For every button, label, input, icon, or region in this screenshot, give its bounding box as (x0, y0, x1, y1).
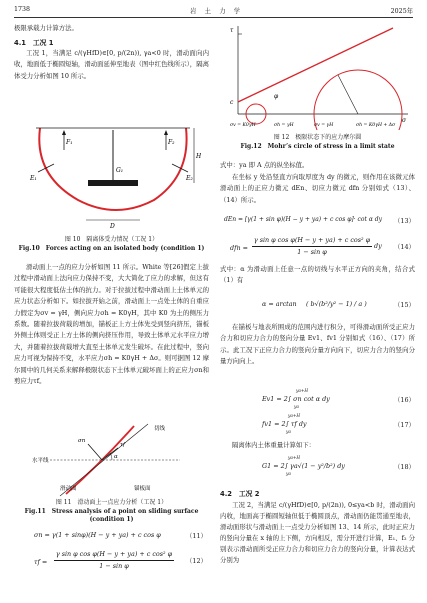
year: 2025年 (390, 8, 413, 15)
equation-14-lhs: dfn = (230, 244, 248, 252)
equation-17-number: （17） (394, 421, 415, 429)
label-h: H (196, 153, 201, 160)
equation-13: dEn = [γ(1 + sin φ)(H − y + ya) + c cos φ]· cot α dy (224, 216, 383, 223)
label-f1: F₁ (66, 139, 73, 146)
equation-15-number: （15） (394, 301, 415, 309)
journal-name: 岩 土 力 学 (190, 8, 242, 15)
equation-15-body: ( b√(b²/y² − 1) / a ) (306, 300, 367, 308)
figure-12-mohr-circle (228, 22, 412, 130)
force-f1-head (62, 130, 66, 135)
label-left-sigma-v: σv = K0γH (230, 123, 256, 128)
paragraph-condition-1: 工况 1，当满足 c/(γHfD)∈[0, p/(2n)), γa<0 时，滑动面向内收，地面低于椭圆短轴，滑动面延伸至地表（图中红色线所示），隔离体受力分析如图 10 所示。 (14, 49, 209, 80)
equation-18-number: （18） (394, 463, 415, 471)
paragraph-stress-analysis: 滑动面上一点的应力分析如图 11 所示。White 等[26]假定上拔过程中滑动面上法向应力保持不变，大大简化了应力的求解，但这有可能很大程度低估土体的抗力。对于拉拔过程中滑动面上土体单元的应力状态分析如下。如拉拔开始之前，滑动面上一点处土体的自重应力假定为σv = γH，侧向应力σh = K0γH，其中 K0 为土的侧压力系数。随着拉拔荷载的增加，锚板正上方土体先受到竖向挤压，锚板外侧土体则受正上方土体的侧向挤压作用，导致土体单元水平应力增大，并随着拉拔荷载增大直至土体单元发生破坏。在此过程中，竖向应力可视为保持不变，水平应力σh = K0γH + Δσ。则可据图 12 摩尔圆中的几何关系来解释极限状态下土体单元破坏面上的正应力σn和剪应力τf。 (14, 263, 209, 386)
label-right-sigma-h: σh = K0γH + Δσ (356, 123, 396, 128)
section-title-4-2: 4.2 工况 2 (220, 490, 260, 498)
equation-16-upper-limit: ya+H (296, 388, 309, 393)
force-f2-head (164, 130, 168, 135)
label-left-sigma-h: σh = γH (274, 123, 294, 128)
label-anchor-plate: 锚板面 (134, 486, 151, 492)
label-sigma: σ (402, 117, 407, 124)
label-tangent: 切线 (154, 426, 166, 432)
equation-14-number: （14） (394, 243, 415, 251)
fig11-caption-cn: 图 11 滑动面上一点应力分析（工况 1） (55, 499, 168, 506)
label-sigma-n: σn (78, 438, 86, 444)
paragraph-alpha-definition: 式中：α 为滑动面上任意一点的切线与水平正方向的夹角，结合式（1）有 (220, 265, 415, 285)
label-slip-surface: 滑动面 (60, 486, 77, 492)
paragraph-integration: 在锚板与地表所围成的范围内进行积分，可得滑动面所受正应力合力和切应力合力的竖向分量 Ev1、fv1 分别如式（16）、（17）所示。此工况下正应力合力的竖向分量方向向下，切应力合力的竖向分量方向向上。 (220, 323, 415, 366)
equation-12-lhs: τf = (34, 558, 48, 566)
label-phi: φ (274, 93, 279, 100)
radius-line (338, 75, 358, 114)
paragraph-ya-definition: 式中：ya 即 A 点的纵坐标值。 (220, 161, 309, 169)
fig10-caption-cn: 图 10 隔离体受力情况（工况 1） (64, 236, 159, 243)
equation-14-fraction-bar (252, 246, 372, 247)
paragraph-differential-element: 在坐标 y 处沿竖直方向取厚度为 dy 的微元，则作用在该微元体滑动面上的正应力微元 dEn、切应力微元 dfn 分别如式（13）、（14）所示。 (220, 173, 415, 204)
equation-18-lower-limit: ya (286, 471, 291, 476)
equation-15-lhs: α = arctan (262, 300, 297, 308)
equation-14-dy: dy (374, 242, 382, 250)
equation-18-upper-limit: ya+H (288, 455, 301, 460)
fig10-caption-en: Fig.10 Forces acting on an isolated body (condition 1) (18, 245, 205, 252)
equation-14-numerator: γ sin φ cos φ(H − y + ya) + c cos² φ (253, 236, 371, 244)
equation-13-number: （13） (394, 217, 415, 225)
paragraph-condition-2: 工况 2，当满足 c/(γHfD)∈[0, p/(2n)), 0≤ya<b 时，滑动面向内收，地面高于椭圆短轴但低于椭圆顶点，滑动面仍能贯通至地表，滑动面形状与滑动面上一点受力分析如图 13、14 所示，此时正应力的竖向分量在 x 轴的上下侧，方向相反，需分开进行计算，E₁、f₂ 分别表示滑动面所受正应力合力和切应力合力的竖向分量，计算表达式分别为 (220, 501, 415, 564)
equation-16: Ev1 = 2∫ σn cot α dy (262, 395, 330, 403)
page-number: 1738 (14, 6, 31, 13)
intro-text: 极限承载力计算方法。 (14, 24, 78, 32)
equation-17-upper-limit: ya+H (288, 413, 301, 418)
figure-10-isolated-body (26, 120, 201, 232)
equation-18: G1 = 2∫ γa√(1 − y²/b²) dy (262, 462, 345, 470)
equation-12-denominator: 1 − sin φ (99, 562, 129, 570)
label-e2: E₂ (186, 175, 193, 182)
equation-17-lower-limit: ya (286, 429, 291, 434)
label-right-sigma-v: σv = γH (314, 123, 334, 128)
fig12-caption-cn: 图 12 极限状态下的应力摩尔圆 (273, 134, 362, 141)
fig11-caption-en-2: (condition 1) (89, 516, 134, 523)
equation-12-numerator: γ sin φ cos φ(H − y + ya) + c cos² φ (55, 550, 173, 558)
label-tau: τ (230, 27, 234, 34)
figure-11-stress-point (30, 420, 195, 498)
failure-envelope (238, 28, 393, 102)
header-rule (14, 17, 413, 18)
anchor-plate (88, 180, 138, 186)
equation-17: fv1 = 2∫ τf dy (262, 420, 307, 428)
paragraph-soil-weight: 隔离体内土体重量计算如下： (232, 441, 316, 449)
equation-16-number: （16） (394, 396, 415, 404)
label-horizontal: 水平线 (32, 458, 49, 464)
equation-11-number: （11） (186, 532, 207, 540)
normal-stress-arrow (88, 444, 102, 460)
equation-11: σn = γ(1 + sinφ)(H − y + ya) + c cos φ (34, 531, 161, 539)
equation-12-fraction-bar (54, 560, 174, 561)
label-e1: E₁ (30, 175, 37, 182)
label-f2: F₂ (168, 139, 175, 146)
label-g1: G₁ (116, 167, 124, 174)
label-alpha: α (114, 454, 118, 460)
label-d: D (110, 223, 115, 230)
equation-12-number: （12） (186, 557, 207, 565)
fig11-caption-en-1: Fig.11 Stress analysis of a point on sliding surface (24, 508, 199, 515)
equation-14-denominator: 1 − sin φ (297, 248, 327, 256)
fig12-caption-en: Fig.12 Mohr’s circle of stress in a limit state (240, 143, 395, 150)
label-c: c (230, 99, 234, 106)
label-tau-f: τf (120, 442, 126, 448)
force-e1-arrow (38, 164, 54, 172)
section-title-4-1: 4.1 工况 1 (14, 39, 54, 47)
mohr-circle-right (314, 70, 402, 130)
equation-16-lower-limit: ya (294, 404, 299, 409)
